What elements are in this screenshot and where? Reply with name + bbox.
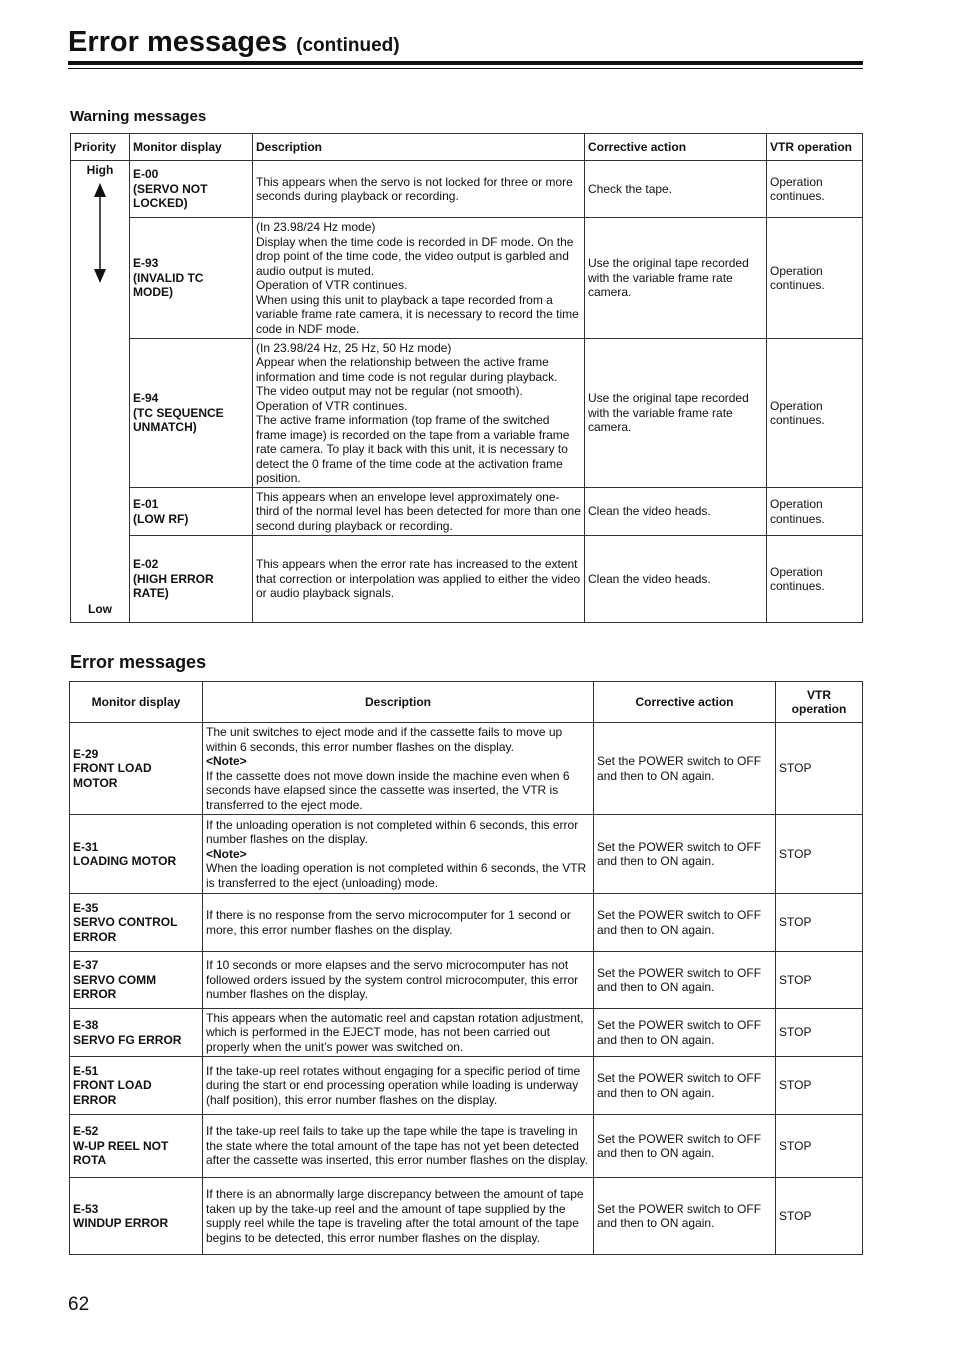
- page-number: 62: [68, 1294, 90, 1315]
- corrective-action-cell: Set the POWER switch to OFF and then to ON again.: [594, 1009, 776, 1057]
- description-line: (In 23.98/24 Hz mode): [256, 220, 376, 234]
- description-cell: [253, 488, 585, 536]
- vtr-operation-cell: Operation continues.: [767, 339, 863, 488]
- vtr-operation-cell: STOP: [776, 815, 863, 894]
- code-line: FRONT LOAD: [73, 761, 152, 776]
- description-line: Operation of VTR continues.: [256, 278, 408, 292]
- error-header-row: [70, 682, 863, 723]
- code-line: E-53: [73, 1201, 99, 1216]
- monitor-display-cell: [70, 815, 203, 894]
- col-monitor-display: Monitor display: [130, 134, 253, 161]
- error-messages-heading: Error messages: [70, 652, 207, 672]
- col-vtr-operation: VTR operation: [767, 134, 863, 161]
- code-line: E-02: [133, 557, 159, 572]
- code-line: E-94: [133, 391, 159, 406]
- vtr-operation-cell: STOP: [776, 723, 863, 815]
- description-cell: [203, 1057, 594, 1115]
- description-text: If the take-up reel rotates without engaging for a specific period of time during the start or end processing operation while loading is underway (half position), this error number flashes on the display.: [206, 1063, 581, 1107]
- vtr-operation-cell: Operation continues.: [767, 488, 863, 536]
- table-row: [70, 1009, 863, 1057]
- priority-cell: [71, 161, 130, 623]
- table-row: [70, 894, 863, 952]
- monitor-display-cell: [70, 1115, 203, 1178]
- code-line: SERVO COMM: [73, 972, 157, 987]
- monitor-display-cell: [130, 218, 253, 339]
- title-rule-thin: [68, 68, 863, 69]
- description-cell: [203, 1115, 594, 1178]
- vtr-operation-cell: STOP: [776, 952, 863, 1009]
- description-cell: [253, 218, 585, 339]
- code-line: E-35: [73, 900, 99, 915]
- vtr-operation-cell: STOP: [776, 894, 863, 952]
- vtr-operation-cell: Operation continues.: [767, 536, 863, 623]
- monitor-display-cell: [70, 723, 203, 815]
- code-line: E-01: [133, 497, 159, 511]
- corrective-action-cell: Set the POWER switch to OFF and then to ON again.: [594, 952, 776, 1009]
- title-continued: (continued): [296, 35, 400, 56]
- title-rule-thick: [68, 61, 863, 65]
- description-cell: [203, 723, 594, 815]
- code-line: E-37: [73, 958, 99, 973]
- warning-header-row: [71, 134, 863, 161]
- note-text: When the loading operation is not completed within 6 seconds, the VTR is transferred to the eject (unloading) mode.: [206, 861, 587, 890]
- vtr-operation-cell: STOP: [776, 1115, 863, 1178]
- code-line: MOTOR: [73, 775, 118, 790]
- vtr-operation-cell: STOP: [776, 1009, 863, 1057]
- description-line: This appears when an envelope level approximately one-third of the normal level has been detected for more than one second during playback or recording.: [256, 489, 581, 533]
- monitor-display-cell: [70, 1178, 203, 1255]
- description-text: If there is no response from the servo microcomputer for 1 second or more, this error number flashes on the display.: [206, 908, 571, 937]
- corrective-action-cell: Set the POWER switch to OFF and then to ON again.: [594, 815, 776, 894]
- description-text: If the take-up reel fails to take up the tape while the tape is traveling in the state where the total amount of the tape has not yet been detected after the cassette was inserted, this error number flashes on the display.: [206, 1124, 588, 1168]
- table-row: [70, 1057, 863, 1115]
- table-row: [70, 1115, 863, 1178]
- description-line: Appear when the relationship between the active frame information and time code is not regular during playback.: [256, 355, 558, 384]
- table-row: [70, 952, 863, 1009]
- corrective-action-cell: Check the tape.: [585, 161, 767, 218]
- description-line: (In 23.98/24 Hz, 25 Hz, 50 Hz mode): [256, 340, 452, 355]
- corrective-action-cell: Use the original tape recorded with the variable frame rate camera.: [585, 218, 767, 339]
- description-line: This appears when the servo is not locked for three or more seconds during playback or recording.: [256, 174, 573, 203]
- monitor-display-cell: [70, 952, 203, 1009]
- note-label: <Note>: [206, 754, 247, 768]
- code-line: (INVALID TC: [133, 270, 204, 285]
- col-monitor-display: Monitor display: [70, 682, 203, 723]
- table-row: [71, 536, 863, 623]
- description-cell: [203, 894, 594, 952]
- page-title: [68, 22, 400, 59]
- description-cell: [253, 339, 585, 488]
- table-row: [70, 815, 863, 894]
- description-text: The unit switches to eject mode and if the cassette fails to move up within 6 seconds, this error number flashes on the display.: [206, 725, 563, 754]
- description-line: When using this unit to playback a tape recorded from a variable frame rate camera, it is necessary to record the time code in NDF mode.: [256, 292, 579, 336]
- code-line: (SERVO NOT: [133, 181, 208, 196]
- description-text: If 10 seconds or more elapses and the servo microcomputer has not followed orders issued by the system control microcomputer, this error number flashes on the display.: [206, 958, 579, 1002]
- corrective-action-cell: Set the POWER switch to OFF and then to ON again.: [594, 1178, 776, 1255]
- description-line: The active frame information (top frame of the switched frame image) is recorded on the tape from a variable frame rate camera. To play it back with this unit, it is necessary to detect the 0 frame of the time code at the activation frame position.: [256, 413, 570, 485]
- priority-low-label: Low: [88, 601, 112, 616]
- vtr-operation-cell: Operation continues.: [767, 161, 863, 218]
- code-line: E-93: [133, 256, 159, 271]
- vtr-operation-cell: STOP: [776, 1057, 863, 1115]
- description-cell: [203, 815, 594, 894]
- description-text: If there is an abnormally large discrepancy between the amount of tape taken up by the take-up reel and the amount of tape supplied by the supply reel while the tape is traveling after the total amount of the tape begins to be detected, this error number flashes on the display.: [206, 1187, 584, 1245]
- table-row: [71, 488, 863, 536]
- code-line: SERVO FG ERROR: [73, 1032, 182, 1047]
- description-line: Display when the time code is recorded in DF mode. On the drop point of the time code, the video output is garbled and audio output is muted.: [256, 234, 574, 278]
- code-line: ERROR: [73, 929, 117, 944]
- note-label: <Note>: [206, 846, 247, 861]
- warning-messages-table: [70, 133, 863, 623]
- col-priority: Priority: [71, 134, 130, 161]
- corrective-action-cell: Clean the video heads.: [585, 536, 767, 623]
- description-cell: [203, 1178, 594, 1255]
- note-text: If the cassette does not move down inside the machine even when 6 seconds have elapsed since the cassette was inserted, the VTR is transferred to the eject mode.: [206, 768, 570, 812]
- monitor-display-cell: [130, 339, 253, 488]
- code-line: LOADING MOTOR: [73, 854, 177, 868]
- code-line: SERVO CONTROL: [73, 915, 178, 930]
- description-text: If the unloading operation is not completed within 6 seconds, this error number flashes on the display.: [206, 817, 579, 847]
- code-line: ERROR: [73, 1092, 117, 1107]
- code-line: UNMATCH): [133, 420, 197, 435]
- corrective-action-cell: Set the POWER switch to OFF and then to ON again.: [594, 894, 776, 952]
- code-line: E-29: [73, 746, 99, 761]
- description-text: This appears when the automatic reel and capstan rotation adjustment, which is performed in the EJECT mode, has not been carried out properly when the unit’s power was switched on.: [206, 1010, 584, 1054]
- table-row: [71, 339, 863, 488]
- description-cell: [253, 536, 585, 623]
- monitor-display-cell: [70, 1009, 203, 1057]
- code-line: ROTA: [73, 1153, 107, 1168]
- corrective-action-cell: Set the POWER switch to OFF and then to ON again.: [594, 1057, 776, 1115]
- vtr-operation-cell: Operation continues.: [767, 218, 863, 339]
- table-row: [70, 723, 863, 815]
- description-line: This appears when the error rate has increased to the extent that correction or interpolation was applied to either the video or audio playback signals.: [256, 557, 581, 601]
- code-line: RATE): [133, 586, 169, 601]
- description-cell: [253, 161, 585, 218]
- table-row: [70, 1178, 863, 1255]
- priority-arrow-icon: [93, 183, 107, 283]
- code-line: E-38: [73, 1018, 99, 1032]
- monitor-display-cell: [130, 488, 253, 536]
- code-line: MODE): [133, 285, 173, 300]
- table-row: [71, 218, 863, 339]
- warning-messages-heading: Warning messages: [70, 108, 207, 125]
- col-vtr-operation: VTR operation: [776, 682, 863, 723]
- code-line: (TC SEQUENCE: [133, 405, 224, 420]
- code-line: WINDUP ERROR: [73, 1216, 169, 1230]
- code-line: E-52: [73, 1124, 99, 1139]
- code-line: LOCKED): [133, 196, 188, 211]
- code-line: ERROR: [73, 987, 117, 1002]
- vtr-operation-cell: STOP: [776, 1178, 863, 1255]
- code-line: E-31: [73, 839, 99, 854]
- title-main: Error messages: [68, 26, 288, 58]
- code-line: (HIGH ERROR: [133, 571, 214, 586]
- corrective-action-cell: Clean the video heads.: [585, 488, 767, 536]
- code-line: E-00: [133, 167, 159, 182]
- col-corrective-action: Corrective action: [585, 134, 767, 161]
- error-messages-table: [69, 681, 863, 1255]
- code-line: W-UP REEL NOT: [73, 1138, 169, 1153]
- monitor-display-cell: [70, 1057, 203, 1115]
- code-line: FRONT LOAD: [73, 1078, 152, 1093]
- corrective-action-cell: Set the POWER switch to OFF and then to ON again.: [594, 1115, 776, 1178]
- description-line: The video output may not be regular (not smooth).: [256, 384, 523, 398]
- table-row: [71, 161, 863, 218]
- monitor-display-cell: [130, 161, 253, 218]
- corrective-action-cell: Set the POWER switch to OFF and then to ON again.: [594, 723, 776, 815]
- col-description: Description: [203, 682, 594, 723]
- col-description: Description: [253, 134, 585, 161]
- monitor-display-cell: [130, 536, 253, 623]
- code-line: E-51: [73, 1063, 99, 1078]
- corrective-action-cell: Use the original tape recorded with the variable frame rate camera.: [585, 339, 767, 488]
- description-cell: [203, 952, 594, 1009]
- description-cell: [203, 1009, 594, 1057]
- col-corrective-action: Corrective action: [594, 682, 776, 723]
- priority-high-label: High: [86, 163, 114, 177]
- monitor-display-cell: [70, 894, 203, 952]
- code-line: (LOW RF): [133, 511, 189, 526]
- description-line: Operation of VTR continues.: [256, 398, 408, 413]
